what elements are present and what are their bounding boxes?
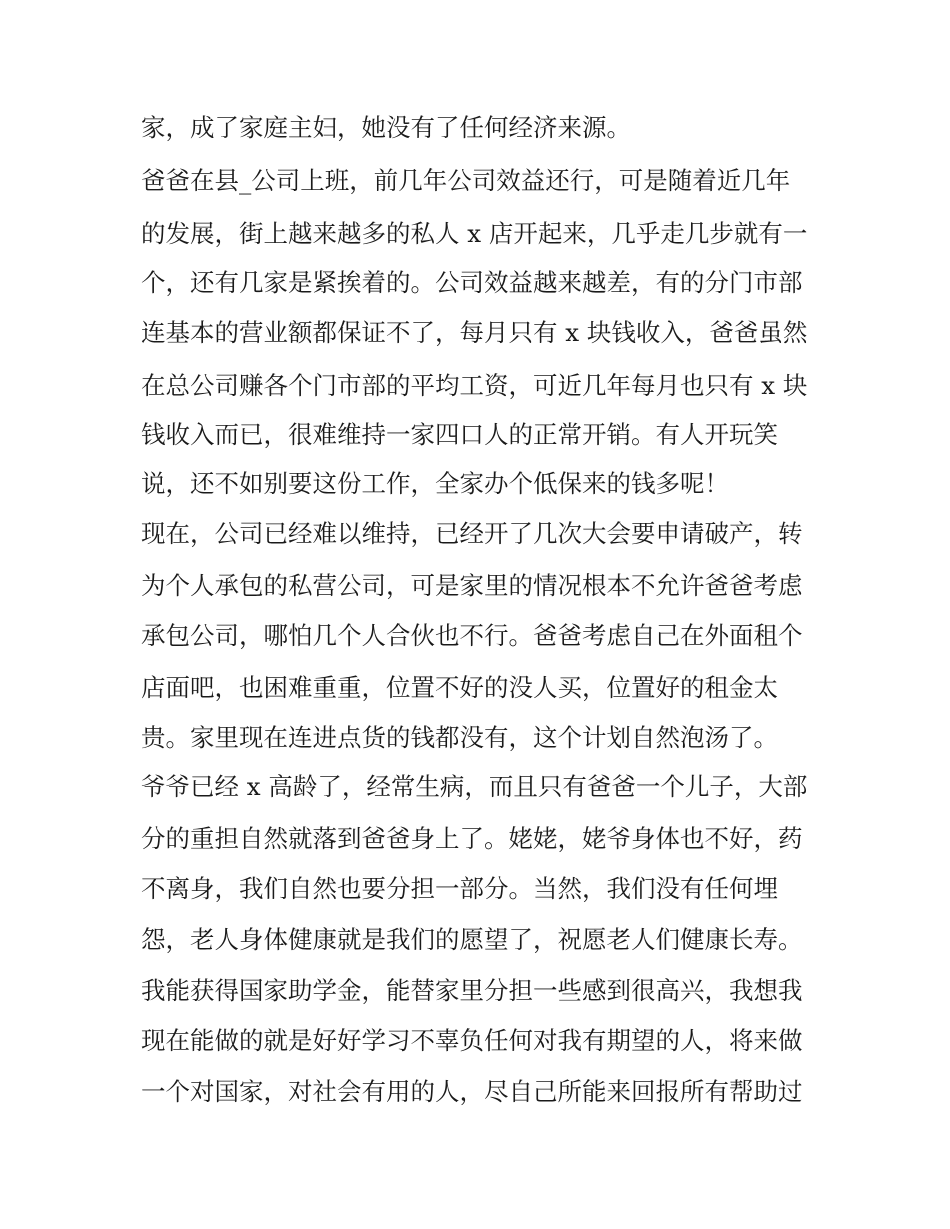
text-line: 现在能做的就是好好学习不辜负任何对我有期望的人，将来做 xyxy=(141,1026,803,1055)
text-line: 不离身，我们自然也要分担一部分。当然，我们没有任何埋 xyxy=(141,874,778,903)
text-line: 为个人承包的私营公司，可是家里的情况根本不允许爸爸考虑 xyxy=(141,571,803,600)
text-line: 的发展，街上越来越多的私人 x 店开起来，几乎走几步就有一 xyxy=(141,219,808,248)
text-line: 说，还不如别要这份工作，全家办个低保来的钱多呢！ xyxy=(141,469,729,498)
text-line: 分的重担自然就落到爸爸身上了。姥姥，姥爷身体也不好，药 xyxy=(141,824,803,853)
text-line: 家，成了家庭主妇，她没有了任何经济来源。 xyxy=(141,113,631,142)
text-line: 在总公司赚各个门市部的平均工资，可近几年每月也只有 x 块 xyxy=(141,371,808,400)
text-line: 爷爷已经 x 高龄了，经常生病，而且只有爸爸一个儿子，大部 xyxy=(141,772,808,801)
text-line: 一个对国家，对社会有用的人，尽自己所能来回报所有帮助过 xyxy=(141,1077,803,1106)
text-line: 我能获得国家助学金，能替家里分担一些感到很高兴，我想我 xyxy=(141,976,803,1005)
text-line: 钱收入而已，很难维持一家四口人的正常开销。有人开玩笑 xyxy=(141,420,778,449)
text-line: 现在，公司已经难以维持，已经开了几次大会要申请破产，转 xyxy=(141,519,803,548)
text-line: 爸爸在县_公司上班，前几年公司效益还行，可是随着近几年 xyxy=(141,166,791,195)
text-line: 连基本的营业额都保证不了，每月只有 x 块钱收入，爸爸虽然 xyxy=(141,318,808,347)
text-line: 店面吧，也困难重重，位置不好的没人买，位置好的租金太 xyxy=(141,673,778,702)
text-line: 个，还有几家是紧挨着的。公司效益越来越差，有的分门市部 xyxy=(141,268,803,297)
text-line: 怨，老人身体健康就是我们的愿望了，祝愿老人们健康长寿。 xyxy=(141,925,803,954)
text-line: 贵。家里现在连进点货的钱都没有，这个计划自然泡汤了。 xyxy=(141,723,778,752)
text-line: 承包公司，哪怕几个人合伙也不行。爸爸考虑自己在外面租个 xyxy=(141,621,803,650)
